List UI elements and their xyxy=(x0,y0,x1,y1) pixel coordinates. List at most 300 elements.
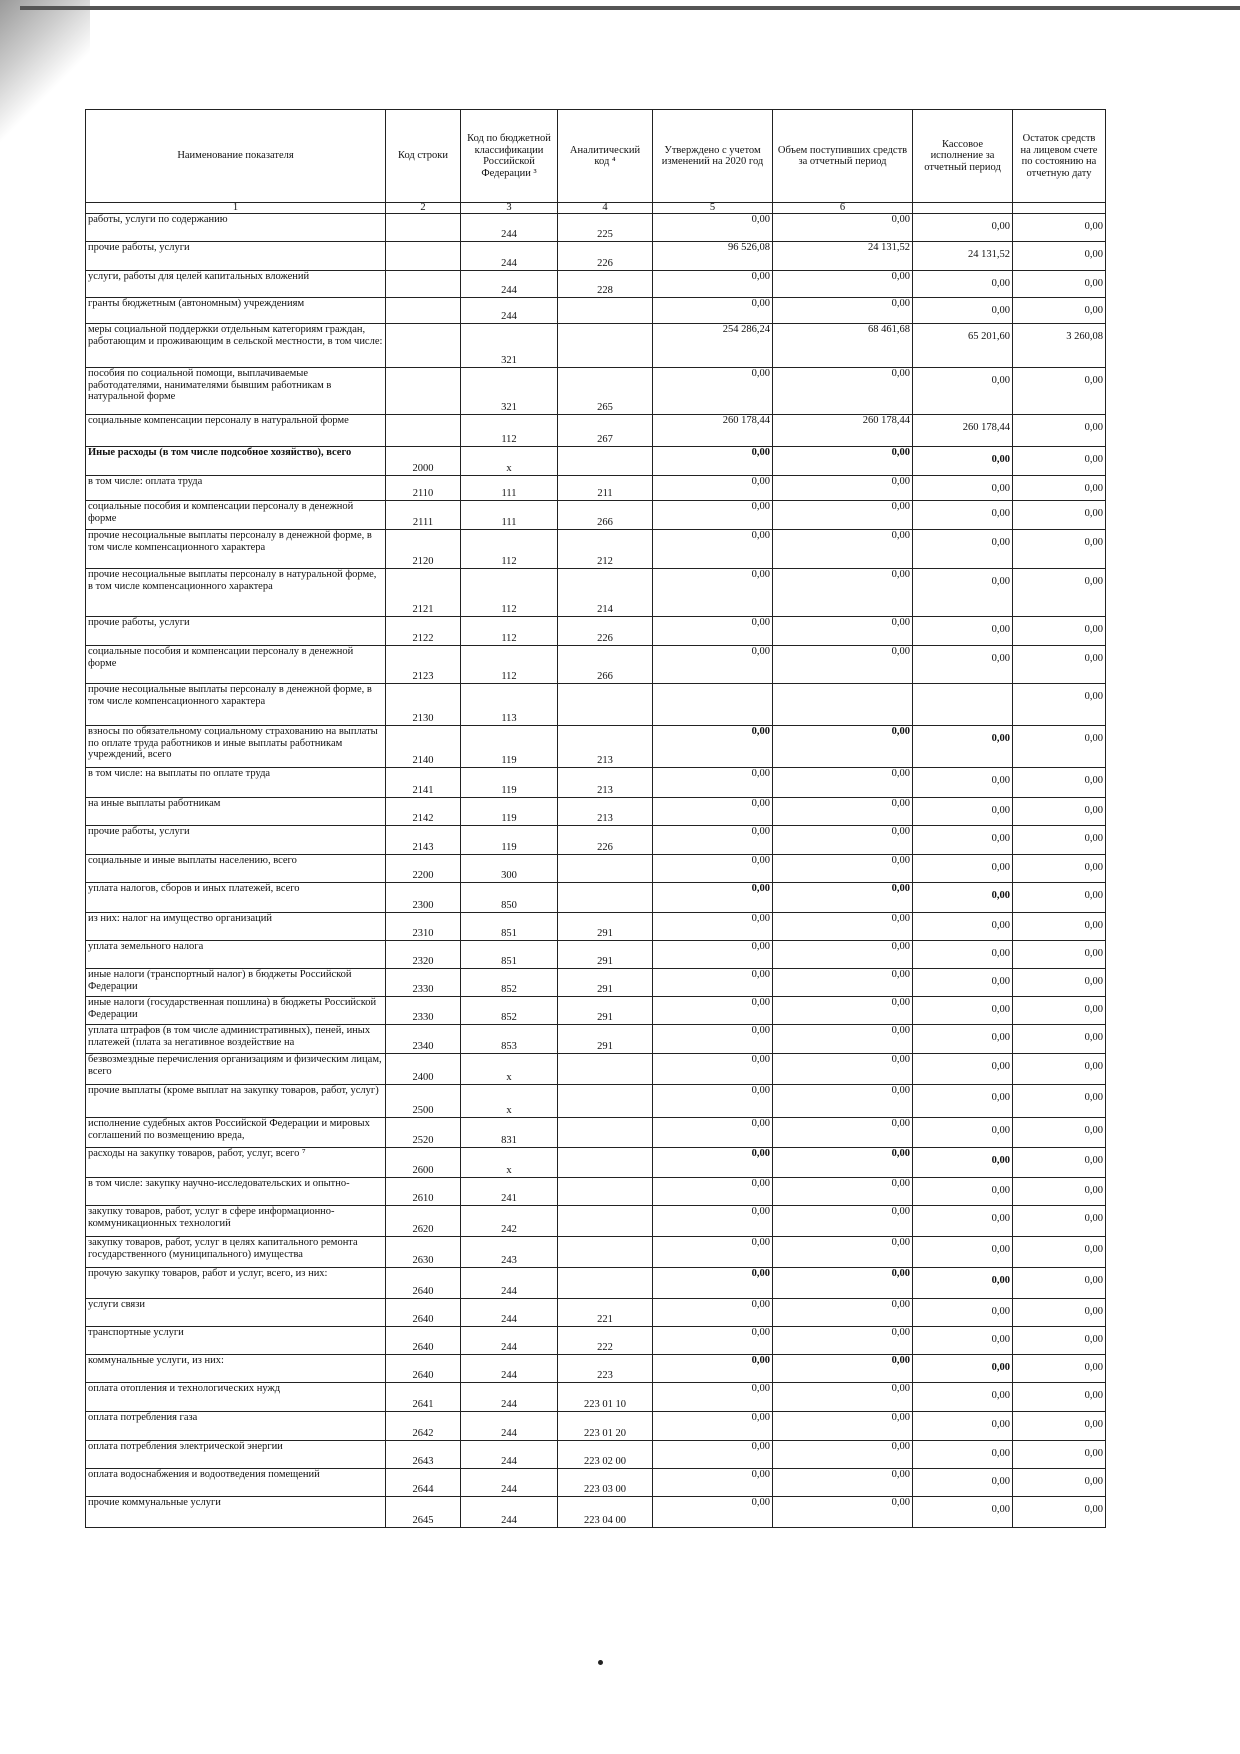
row-cash-value: 0,00 xyxy=(991,1125,1010,1136)
row-code: 2140 xyxy=(386,726,461,768)
row-received-value: 0,00 xyxy=(891,1085,910,1096)
table-row xyxy=(86,913,1106,941)
row-code: 2142 xyxy=(386,798,461,826)
header-balance: Остаток средств на лицевом счете по состоянию на отчетную дату xyxy=(1013,110,1106,203)
row-balance xyxy=(1013,298,1106,324)
row-name: оплата водоснабжения и водоотведения помещений xyxy=(86,1469,386,1497)
row-received xyxy=(773,569,913,617)
row-code: 2640 xyxy=(386,1327,461,1355)
row-cash xyxy=(913,1178,1013,1206)
row-received xyxy=(773,501,913,530)
row-received xyxy=(773,1268,913,1299)
row-balance-value: 0,00 xyxy=(1084,1004,1103,1015)
row-approved xyxy=(653,447,773,476)
row-analytic-code: 291 xyxy=(558,1025,653,1054)
row-balance xyxy=(1013,1327,1106,1355)
table-row xyxy=(86,530,1106,569)
row-cash xyxy=(913,913,1013,941)
row-cash xyxy=(913,1025,1013,1054)
row-balance xyxy=(1013,324,1106,368)
table-row xyxy=(86,969,1106,997)
table-row xyxy=(86,1441,1106,1469)
row-bk-code: 242 xyxy=(461,1206,558,1237)
row-approved-value: 0,00 xyxy=(751,530,770,541)
row-analytic-code xyxy=(558,1148,653,1178)
row-received xyxy=(773,826,913,855)
row-balance-value: 0,00 xyxy=(1084,576,1103,587)
row-approved xyxy=(653,684,773,726)
row-name: взносы по обязательному социальному страхованию на выплаты по оплате труда работников и иные выплаты работникам учреждений, всего xyxy=(86,726,386,768)
row-code: 2320 xyxy=(386,941,461,969)
row-approved-value: 0,00 xyxy=(751,883,770,894)
row-approved xyxy=(653,298,773,324)
row-cash xyxy=(913,415,1013,447)
row-name: уплата земельного налога xyxy=(86,941,386,969)
row-balance xyxy=(1013,726,1106,768)
row-code: 2340 xyxy=(386,1025,461,1054)
row-approved xyxy=(653,569,773,617)
row-cash-value: 0,00 xyxy=(991,278,1010,289)
table-row xyxy=(86,855,1106,883)
row-name: в том числе: закупку научно-исследовательских и опытно- xyxy=(86,1178,386,1206)
row-bk-code: 119 xyxy=(461,798,558,826)
row-approved-value: 0,00 xyxy=(751,298,770,309)
row-approved-value: 0,00 xyxy=(751,1299,770,1310)
row-approved xyxy=(653,1497,773,1528)
row-bk-code: 244 xyxy=(461,1299,558,1327)
row-code: 2141 xyxy=(386,768,461,798)
row-bk-code: 831 xyxy=(461,1118,558,1148)
row-balance xyxy=(1013,476,1106,501)
col-num: 4 xyxy=(558,203,653,214)
row-analytic-code: 226 xyxy=(558,617,653,646)
row-analytic-code: 225 xyxy=(558,214,653,242)
row-name: прочие несоциальные выплаты персоналу в денежной форме, в том числе компенсационного характера xyxy=(86,684,386,726)
row-bk-code: 111 xyxy=(461,501,558,530)
row-balance-value: 0,00 xyxy=(1084,833,1103,844)
row-cash xyxy=(913,1299,1013,1327)
row-received-value: 0,00 xyxy=(891,1206,910,1217)
row-code: 2130 xyxy=(386,684,461,726)
table-row xyxy=(86,684,1106,726)
row-cash xyxy=(913,242,1013,271)
row-analytic-code: 221 xyxy=(558,1299,653,1327)
row-balance-value: 0,00 xyxy=(1084,1306,1103,1317)
row-approved-value: 0,00 xyxy=(751,1412,770,1423)
row-cash-value: 0,00 xyxy=(991,1213,1010,1224)
row-balance-value: 0,00 xyxy=(1084,305,1103,316)
row-approved-value: 0,00 xyxy=(751,1383,770,1394)
row-approved-value: 260 178,44 xyxy=(722,415,770,426)
row-received xyxy=(773,1237,913,1268)
row-received xyxy=(773,646,913,684)
row-code: 2121 xyxy=(386,569,461,617)
row-analytic-code xyxy=(558,1268,653,1299)
row-code: 2640 xyxy=(386,1299,461,1327)
row-code: 2630 xyxy=(386,1237,461,1268)
row-balance-value: 0,00 xyxy=(1084,1504,1103,1515)
row-balance-value: 0,00 xyxy=(1084,948,1103,959)
row-balance-value: 0,00 xyxy=(1084,733,1103,744)
row-name: социальные и иные выплаты населению, всего xyxy=(86,855,386,883)
row-analytic-code xyxy=(558,447,653,476)
row-bk-code: х xyxy=(461,1054,558,1085)
row-approved-value: 0,00 xyxy=(751,1118,770,1129)
row-cash-value: 0,00 xyxy=(991,920,1010,931)
row-cash xyxy=(913,617,1013,646)
row-received xyxy=(773,476,913,501)
row-cash-value: 0,00 xyxy=(991,1448,1010,1459)
row-cash xyxy=(913,1383,1013,1412)
row-cash-value: 0,00 xyxy=(991,1092,1010,1103)
row-received-value: 0,00 xyxy=(891,798,910,809)
row-name: на иные выплаты работникам xyxy=(86,798,386,826)
row-received xyxy=(773,1469,913,1497)
table-row xyxy=(86,1327,1106,1355)
row-balance-value: 0,00 xyxy=(1084,1275,1103,1286)
row-code: 2110 xyxy=(386,476,461,501)
row-approved xyxy=(653,271,773,298)
row-cash xyxy=(913,1118,1013,1148)
row-cash xyxy=(913,1054,1013,1085)
row-name: прочую закупку товаров, работ и услуг, всего, из них: xyxy=(86,1268,386,1299)
table-row xyxy=(86,1178,1106,1206)
row-balance-value: 0,00 xyxy=(1084,1061,1103,1072)
table-row xyxy=(86,617,1106,646)
table-row xyxy=(86,298,1106,324)
row-name: закупку товаров, работ, услуг в целях капитального ремонта государственного (муниципального) имущества xyxy=(86,1237,386,1268)
row-received xyxy=(773,1383,913,1412)
row-analytic-code: 212 xyxy=(558,530,653,569)
row-name: безвозмездные перечисления организациям и физическим лицам, всего xyxy=(86,1054,386,1085)
table-row xyxy=(86,1469,1106,1497)
row-approved xyxy=(653,1412,773,1441)
header-approved: Утверждено с учетом изменений на 2020 год xyxy=(653,110,773,203)
row-approved-value: 0,00 xyxy=(751,969,770,980)
row-approved-value: 0,00 xyxy=(751,1237,770,1248)
table-body xyxy=(86,214,1106,1528)
row-analytic-code xyxy=(558,1054,653,1085)
row-bk-code: 244 xyxy=(461,1469,558,1497)
row-code: 2610 xyxy=(386,1178,461,1206)
row-code xyxy=(386,415,461,447)
row-cash-value: 0,00 xyxy=(991,733,1010,744)
row-approved-value: 0,00 xyxy=(751,476,770,487)
row-analytic-code: 214 xyxy=(558,569,653,617)
row-name: иные налоги (государственная пошлина) в бюджеты Российской Федерации xyxy=(86,997,386,1025)
row-analytic-code: 223 02 00 xyxy=(558,1441,653,1469)
row-approved xyxy=(653,798,773,826)
row-name: прочие работы, услуги xyxy=(86,242,386,271)
column-number-row xyxy=(86,203,1106,214)
row-balance xyxy=(1013,1206,1106,1237)
row-received xyxy=(773,1025,913,1054)
row-analytic-code: 291 xyxy=(558,941,653,969)
row-received-value: 0,00 xyxy=(891,1178,910,1189)
row-bk-code: х xyxy=(461,447,558,476)
row-balance-value: 0,00 xyxy=(1084,537,1103,548)
row-approved xyxy=(653,969,773,997)
row-received xyxy=(773,617,913,646)
row-bk-code: 851 xyxy=(461,941,558,969)
row-approved-value: 0,00 xyxy=(751,913,770,924)
row-approved xyxy=(653,1237,773,1268)
row-approved-value: 0,00 xyxy=(751,1178,770,1189)
row-received-value: 0,00 xyxy=(891,368,910,379)
row-approved-value: 0,00 xyxy=(751,1441,770,1452)
row-balance xyxy=(1013,368,1106,415)
row-cash-value: 0,00 xyxy=(991,1185,1010,1196)
row-approved xyxy=(653,1178,773,1206)
row-approved xyxy=(653,617,773,646)
table-row xyxy=(86,883,1106,913)
row-approved xyxy=(653,855,773,883)
row-bk-code: 244 xyxy=(461,1497,558,1528)
row-received xyxy=(773,913,913,941)
table-row xyxy=(86,415,1106,447)
row-cash-value: 0,00 xyxy=(991,976,1010,987)
row-received xyxy=(773,855,913,883)
row-code: 2645 xyxy=(386,1497,461,1528)
row-received-value: 0,00 xyxy=(891,1497,910,1508)
row-received-value: 0,00 xyxy=(891,1355,910,1366)
row-analytic-code: 222 xyxy=(558,1327,653,1355)
row-cash-value: 0,00 xyxy=(991,1004,1010,1015)
row-cash-value: 0,00 xyxy=(991,576,1010,587)
row-received xyxy=(773,1118,913,1148)
table-row xyxy=(86,1118,1106,1148)
row-balance xyxy=(1013,684,1106,726)
row-received-value: 0,00 xyxy=(891,617,910,628)
row-balance xyxy=(1013,883,1106,913)
row-code: 2400 xyxy=(386,1054,461,1085)
row-balance xyxy=(1013,1178,1106,1206)
row-balance xyxy=(1013,1441,1106,1469)
row-code: 2642 xyxy=(386,1412,461,1441)
row-balance xyxy=(1013,646,1106,684)
row-balance-value: 0,00 xyxy=(1084,691,1103,702)
row-received xyxy=(773,1412,913,1441)
row-code: 2620 xyxy=(386,1206,461,1237)
row-balance-value: 0,00 xyxy=(1084,624,1103,635)
row-approved-value: 0,00 xyxy=(751,1206,770,1217)
row-analytic-code xyxy=(558,1118,653,1148)
row-bk-code: х xyxy=(461,1148,558,1178)
row-analytic-code: 267 xyxy=(558,415,653,447)
row-received-value: 0,00 xyxy=(891,1148,910,1159)
table-row xyxy=(86,242,1106,271)
row-balance xyxy=(1013,768,1106,798)
row-name: прочие работы, услуги xyxy=(86,617,386,646)
row-name: прочие несоциальные выплаты персоналу в денежной форме, в том числе компенсационного характера xyxy=(86,530,386,569)
row-received-value: 0,00 xyxy=(891,214,910,225)
row-approved-value: 0,00 xyxy=(751,368,770,379)
row-code: 2123 xyxy=(386,646,461,684)
table-header-row xyxy=(86,110,1106,203)
row-received xyxy=(773,1054,913,1085)
row-balance xyxy=(1013,1355,1106,1383)
row-approved xyxy=(653,368,773,415)
row-name: прочие работы, услуги xyxy=(86,826,386,855)
table-row xyxy=(86,798,1106,826)
row-received xyxy=(773,324,913,368)
row-code: 2143 xyxy=(386,826,461,855)
row-balance xyxy=(1013,1299,1106,1327)
row-approved xyxy=(653,530,773,569)
row-cash-value: 0,00 xyxy=(991,1419,1010,1430)
row-cash xyxy=(913,214,1013,242)
row-approved-value: 0,00 xyxy=(751,447,770,458)
row-balance xyxy=(1013,1268,1106,1299)
header-cash: Кассовое исполнение за отчетный период xyxy=(913,110,1013,203)
table-row xyxy=(86,1497,1106,1528)
row-bk-code: 112 xyxy=(461,646,558,684)
row-cash-value: 0,00 xyxy=(991,1334,1010,1345)
row-cash-value: 0,00 xyxy=(991,624,1010,635)
row-cash xyxy=(913,298,1013,324)
row-approved xyxy=(653,1327,773,1355)
row-code xyxy=(386,214,461,242)
row-balance-value: 0,00 xyxy=(1084,483,1103,494)
table-row xyxy=(86,569,1106,617)
row-cash xyxy=(913,826,1013,855)
row-approved-value: 0,00 xyxy=(751,1268,770,1279)
col-num: 1 xyxy=(86,203,386,214)
row-received-value: 0,00 xyxy=(891,1412,910,1423)
row-analytic-code: 211 xyxy=(558,476,653,501)
row-received-value: 0,00 xyxy=(891,1025,910,1036)
row-analytic-code xyxy=(558,1178,653,1206)
row-received xyxy=(773,447,913,476)
expenses-table xyxy=(85,109,1106,1528)
row-cash-value: 0,00 xyxy=(991,1275,1010,1286)
row-approved-value: 0,00 xyxy=(751,501,770,512)
row-code xyxy=(386,324,461,368)
row-approved-value: 0,00 xyxy=(751,855,770,866)
row-cash-value: 260 178,44 xyxy=(962,422,1010,433)
col-num xyxy=(913,203,1013,214)
row-cash-value: 0,00 xyxy=(991,1032,1010,1043)
row-cash xyxy=(913,1469,1013,1497)
row-received xyxy=(773,271,913,298)
row-balance-value: 0,00 xyxy=(1084,375,1103,386)
row-received-value: 0,00 xyxy=(891,1268,910,1279)
row-received-value: 0,00 xyxy=(891,941,910,952)
row-bk-code: 244 xyxy=(461,1441,558,1469)
row-received-value: 0,00 xyxy=(891,913,910,924)
row-balance xyxy=(1013,969,1106,997)
table-row xyxy=(86,1206,1106,1237)
row-approved xyxy=(653,1206,773,1237)
table-row xyxy=(86,1355,1106,1383)
row-balance xyxy=(1013,1497,1106,1528)
table-row xyxy=(86,214,1106,242)
row-balance-value: 0,00 xyxy=(1084,976,1103,987)
row-name: исполнение судебных актов Российской Федерации и мировых соглашений по возмещению вреда, xyxy=(86,1118,386,1148)
row-balance-value: 0,00 xyxy=(1084,1155,1103,1166)
table-row xyxy=(86,1299,1106,1327)
table-row xyxy=(86,1237,1106,1268)
row-code: 2000 xyxy=(386,447,461,476)
row-analytic-code: 291 xyxy=(558,913,653,941)
row-balance-value: 0,00 xyxy=(1084,249,1103,260)
row-cash xyxy=(913,646,1013,684)
header-code: Код строки xyxy=(386,110,461,203)
row-balance-value: 0,00 xyxy=(1084,775,1103,786)
table-row xyxy=(86,997,1106,1025)
row-received xyxy=(773,1441,913,1469)
row-bk-code: 119 xyxy=(461,726,558,768)
row-approved xyxy=(653,1268,773,1299)
row-balance-value: 0,00 xyxy=(1084,1390,1103,1401)
row-cash-value: 0,00 xyxy=(991,1155,1010,1166)
row-cash-value: 0,00 xyxy=(991,305,1010,316)
row-name: работы, услуги по содержанию xyxy=(86,214,386,242)
row-code: 2644 xyxy=(386,1469,461,1497)
row-code: 2120 xyxy=(386,530,461,569)
row-name: коммунальные услуги, из них: xyxy=(86,1355,386,1383)
row-approved-value: 0,00 xyxy=(751,214,770,225)
row-bk-code: 119 xyxy=(461,768,558,798)
row-approved xyxy=(653,1299,773,1327)
row-name: услуги, работы для целей капитальных вложений xyxy=(86,271,386,298)
row-approved-value: 0,00 xyxy=(751,798,770,809)
row-received-value: 68 461,68 xyxy=(868,324,910,335)
row-approved xyxy=(653,883,773,913)
row-cash-value: 0,00 xyxy=(991,508,1010,519)
row-balance xyxy=(1013,798,1106,826)
row-balance-value: 0,00 xyxy=(1084,1032,1103,1043)
row-bk-code: 244 xyxy=(461,1383,558,1412)
row-analytic-code xyxy=(558,684,653,726)
row-received xyxy=(773,726,913,768)
row-cash-value: 0,00 xyxy=(991,483,1010,494)
row-received-value: 0,00 xyxy=(891,1054,910,1065)
row-received-value: 0,00 xyxy=(891,646,910,657)
row-analytic-code: 226 xyxy=(558,826,653,855)
row-name: расходы на закупку товаров, работ, услуг, всего ⁷ xyxy=(86,1148,386,1178)
row-approved-value: 254 286,24 xyxy=(722,324,770,335)
row-cash xyxy=(913,1497,1013,1528)
row-analytic-code: 265 xyxy=(558,368,653,415)
row-bk-code: 244 xyxy=(461,298,558,324)
row-cash xyxy=(913,726,1013,768)
row-code: 2300 xyxy=(386,883,461,913)
row-cash-value: 0,00 xyxy=(991,1306,1010,1317)
row-received xyxy=(773,1299,913,1327)
row-received-value: 0,00 xyxy=(891,1441,910,1452)
row-analytic-code: 266 xyxy=(558,646,653,684)
row-approved-value: 0,00 xyxy=(751,941,770,952)
row-cash-value: 0,00 xyxy=(991,862,1010,873)
row-cash xyxy=(913,501,1013,530)
row-approved-value: 0,00 xyxy=(751,997,770,1008)
row-approved xyxy=(653,415,773,447)
row-bk-code: 119 xyxy=(461,826,558,855)
row-name: Иные расходы (в том числе подсобное хозяйство), всего xyxy=(86,447,386,476)
row-analytic-code: 213 xyxy=(558,798,653,826)
row-approved-value: 0,00 xyxy=(751,1469,770,1480)
row-code xyxy=(386,298,461,324)
row-approved-value: 0,00 xyxy=(751,1355,770,1366)
row-received-value: 0,00 xyxy=(891,1118,910,1129)
row-cash-value: 0,00 xyxy=(991,775,1010,786)
row-approved xyxy=(653,913,773,941)
row-balance xyxy=(1013,1025,1106,1054)
col-num: 3 xyxy=(461,203,558,214)
row-bk-code: 850 xyxy=(461,883,558,913)
row-cash-value: 24 131,52 xyxy=(968,249,1010,260)
